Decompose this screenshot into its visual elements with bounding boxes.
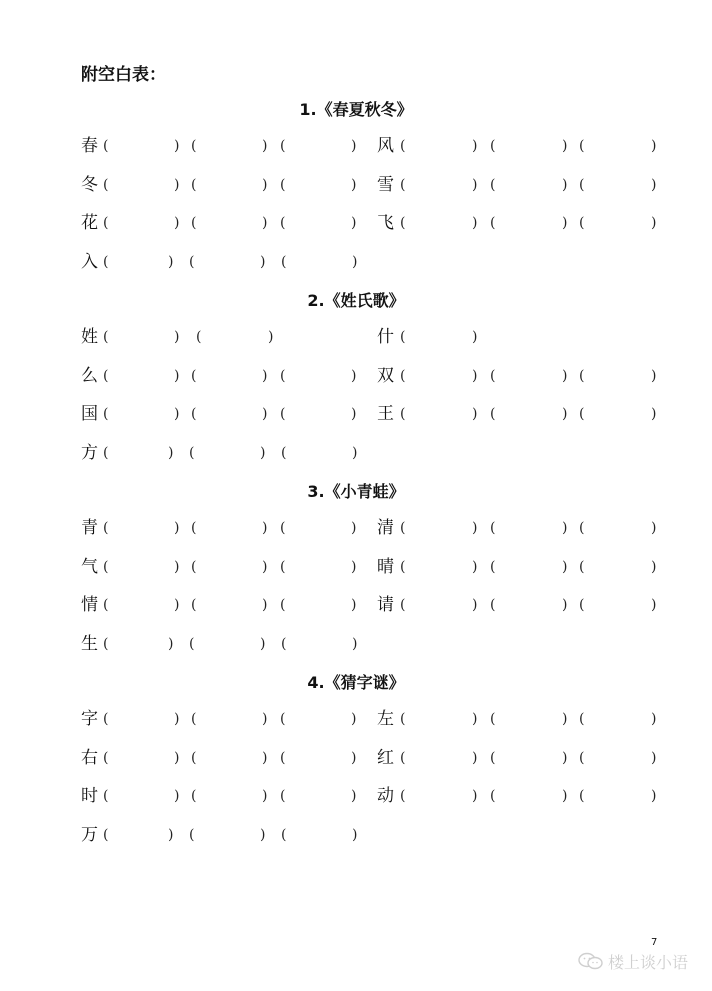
open-paren: ( [280,367,286,384]
worksheet-row [0,134,712,158]
open-paren: ( [400,367,406,384]
open-paren: ( [400,520,406,536]
close-paren: ) [651,749,657,766]
close-paren: ) [562,711,568,727]
close-paren: ) [174,138,180,154]
close-paren: ) [562,558,568,575]
open-paren: ( [103,749,109,766]
section-title: 1.《春夏秋冬》 [299,100,413,119]
close-paren: ) [262,558,268,575]
close-paren: ) [262,176,268,193]
open-paren: ( [103,406,109,422]
open-paren: ( [191,597,197,613]
open-paren: ( [280,215,286,231]
close-paren: ) [651,176,657,193]
watermark [578,950,688,972]
close-paren: ) [262,788,268,804]
open-paren: ( [103,215,109,231]
close-paren: ) [168,826,174,843]
left-character: 万 [81,824,98,845]
close-paren: ) [651,367,657,384]
open-paren: ( [280,558,286,575]
left-character: 情 [81,595,98,615]
open-paren: ( [189,253,195,270]
left-character: 冬 [81,174,98,195]
close-paren: ) [352,635,358,652]
open-paren: ( [191,367,197,384]
close-paren: ) [651,558,657,575]
right-character: 晴 [377,556,394,577]
close-paren: ) [351,520,357,536]
close-paren: ) [174,367,180,384]
open-paren: ( [191,406,197,422]
open-paren: ( [400,215,406,231]
close-paren: ) [351,558,357,575]
close-paren: ) [472,788,478,804]
left-character: 字 [81,709,98,729]
worksheet-row [0,250,712,274]
open-paren: ( [281,635,287,652]
open-paren: ( [103,444,109,461]
open-paren: ( [579,215,585,231]
open-paren: ( [191,749,197,766]
close-paren: ) [472,558,478,575]
right-character: 双 [377,365,394,386]
close-paren: ) [174,406,180,422]
open-paren: ( [280,597,286,613]
open-paren: ( [103,329,109,345]
open-paren: ( [103,558,109,575]
section-title: 4.《猜字谜》 [307,673,405,692]
open-paren: ( [490,788,496,804]
right-character: 王 [377,404,394,424]
open-paren: ( [579,138,585,154]
open-paren: ( [281,253,287,270]
worksheet-row [0,325,712,349]
open-paren: ( [280,176,286,193]
close-paren: ) [352,253,358,270]
close-paren: ) [562,176,568,193]
open-paren: ( [189,444,195,461]
close-paren: ) [562,367,568,384]
open-paren: ( [103,826,109,843]
worksheet-row [0,593,712,617]
open-paren: ( [191,711,197,727]
open-paren: ( [191,520,197,536]
worksheet-row [0,441,712,465]
worksheet-row [0,784,712,808]
open-paren: ( [280,138,286,154]
open-paren: ( [400,176,406,193]
right-character: 飞 [377,213,394,233]
open-paren: ( [189,635,195,652]
left-character: 花 [81,213,98,233]
close-paren: ) [351,367,357,384]
open-paren: ( [400,788,406,804]
close-paren: ) [351,749,357,766]
open-paren: ( [280,520,286,536]
open-paren: ( [280,788,286,804]
close-paren: ) [651,215,657,231]
worksheet-row [0,211,712,235]
open-paren: ( [103,635,109,652]
close-paren: ) [260,826,266,843]
close-paren: ) [562,520,568,536]
left-character: 姓 [81,327,98,347]
wechat-logo-icon [578,952,604,970]
left-character: 入 [81,251,98,272]
open-paren: ( [400,406,406,422]
close-paren: ) [651,597,657,613]
close-paren: ) [260,253,266,270]
left-character: 方 [81,442,98,463]
open-paren: ( [400,597,406,613]
close-paren: ) [268,329,274,345]
close-paren: ) [472,711,478,727]
left-character: 么 [81,365,98,386]
close-paren: ) [651,711,657,727]
close-paren: ) [472,138,478,154]
close-paren: ) [262,367,268,384]
close-paren: ) [262,749,268,766]
close-paren: ) [174,520,180,536]
left-character: 春 [81,136,98,156]
open-paren: ( [103,176,109,193]
left-character: 时 [81,786,98,806]
right-character: 清 [377,518,394,538]
open-paren: ( [490,711,496,727]
close-paren: ) [260,635,266,652]
section-title: 2.《姓氏歌》 [307,291,405,310]
open-paren: ( [103,520,109,536]
open-paren: ( [579,749,585,766]
close-paren: ) [352,444,358,461]
open-paren: ( [490,176,496,193]
close-paren: ) [472,176,478,193]
open-paren: ( [281,826,287,843]
close-paren: ) [174,176,180,193]
right-character: 什 [377,327,394,347]
worksheet-row [0,555,712,579]
right-character: 请 [377,595,394,615]
open-paren: ( [280,711,286,727]
worksheet-row [0,707,712,731]
open-paren: ( [490,406,496,422]
close-paren: ) [174,788,180,804]
close-paren: ) [262,520,268,536]
open-paren: ( [490,138,496,154]
close-paren: ) [472,215,478,231]
right-character: 左 [377,709,394,729]
close-paren: ) [351,215,357,231]
left-character: 国 [81,404,98,424]
close-paren: ) [651,788,657,804]
worksheet-row [0,402,712,426]
open-paren: ( [579,176,585,193]
open-paren: ( [579,711,585,727]
right-character: 红 [377,747,394,768]
close-paren: ) [262,406,268,422]
close-paren: ) [168,635,174,652]
close-paren: ) [562,597,568,613]
section-title: 3.《小青蛙》 [307,482,405,501]
left-character: 生 [81,633,98,654]
open-paren: ( [281,444,287,461]
close-paren: ) [260,444,266,461]
close-paren: ) [174,749,180,766]
close-paren: ) [472,406,478,422]
close-paren: ) [562,138,568,154]
open-paren: ( [400,711,406,727]
open-paren: ( [280,406,286,422]
open-paren: ( [400,329,406,345]
close-paren: ) [351,406,357,422]
open-paren: ( [490,215,496,231]
page-number: 7 [651,937,658,948]
open-paren: ( [579,367,585,384]
close-paren: ) [351,788,357,804]
close-paren: ) [262,215,268,231]
worksheet-row [0,632,712,656]
open-paren: ( [579,788,585,804]
open-paren: ( [189,826,195,843]
worksheet-row [0,516,712,540]
open-paren: ( [103,711,109,727]
close-paren: ) [262,138,268,154]
open-paren: ( [490,367,496,384]
open-paren: ( [490,558,496,575]
open-paren: ( [196,329,202,345]
close-paren: ) [472,749,478,766]
open-paren: ( [191,215,197,231]
open-paren: ( [490,749,496,766]
left-character: 气 [81,556,98,577]
open-paren: ( [400,749,406,766]
open-paren: ( [490,520,496,536]
right-character: 风 [377,136,394,156]
open-paren: ( [191,788,197,804]
close-paren: ) [472,597,478,613]
open-paren: ( [400,138,406,154]
close-paren: ) [472,520,478,536]
close-paren: ) [174,597,180,613]
left-character: 右 [81,747,98,768]
worksheet-row [0,364,712,388]
close-paren: ) [651,520,657,536]
open-paren: ( [103,788,109,804]
watermark-text: 楼上谈小语 [608,952,689,972]
open-paren: ( [579,558,585,575]
open-paren: ( [400,558,406,575]
close-paren: ) [651,406,657,422]
close-paren: ) [472,329,478,345]
open-paren: ( [579,406,585,422]
close-paren: ) [262,711,268,727]
left-character: 青 [81,518,98,538]
close-paren: ) [351,138,357,154]
open-paren: ( [103,138,109,154]
worksheet-row [0,173,712,197]
close-paren: ) [168,444,174,461]
close-paren: ) [472,367,478,384]
worksheet-row [0,823,712,847]
open-paren: ( [191,176,197,193]
close-paren: ) [262,597,268,613]
open-paren: ( [490,597,496,613]
close-paren: ) [351,711,357,727]
close-paren: ) [352,826,358,843]
right-character: 雪 [377,174,394,195]
close-paren: ) [562,749,568,766]
open-paren: ( [191,138,197,154]
close-paren: ) [351,597,357,613]
close-paren: ) [168,253,174,270]
open-paren: ( [579,597,585,613]
close-paren: ) [562,788,568,804]
open-paren: ( [103,367,109,384]
page-header: 附空白表： [81,65,166,85]
right-character: 动 [377,786,394,806]
close-paren: ) [562,406,568,422]
worksheet-row [0,746,712,770]
open-paren: ( [191,558,197,575]
close-paren: ) [562,215,568,231]
open-paren: ( [103,597,109,613]
close-paren: ) [351,176,357,193]
open-paren: ( [103,253,109,270]
open-paren: ( [280,749,286,766]
open-paren: ( [579,520,585,536]
close-paren: ) [174,215,180,231]
close-paren: ) [651,138,657,154]
close-paren: ) [174,711,180,727]
close-paren: ) [174,329,180,345]
close-paren: ) [174,558,180,575]
